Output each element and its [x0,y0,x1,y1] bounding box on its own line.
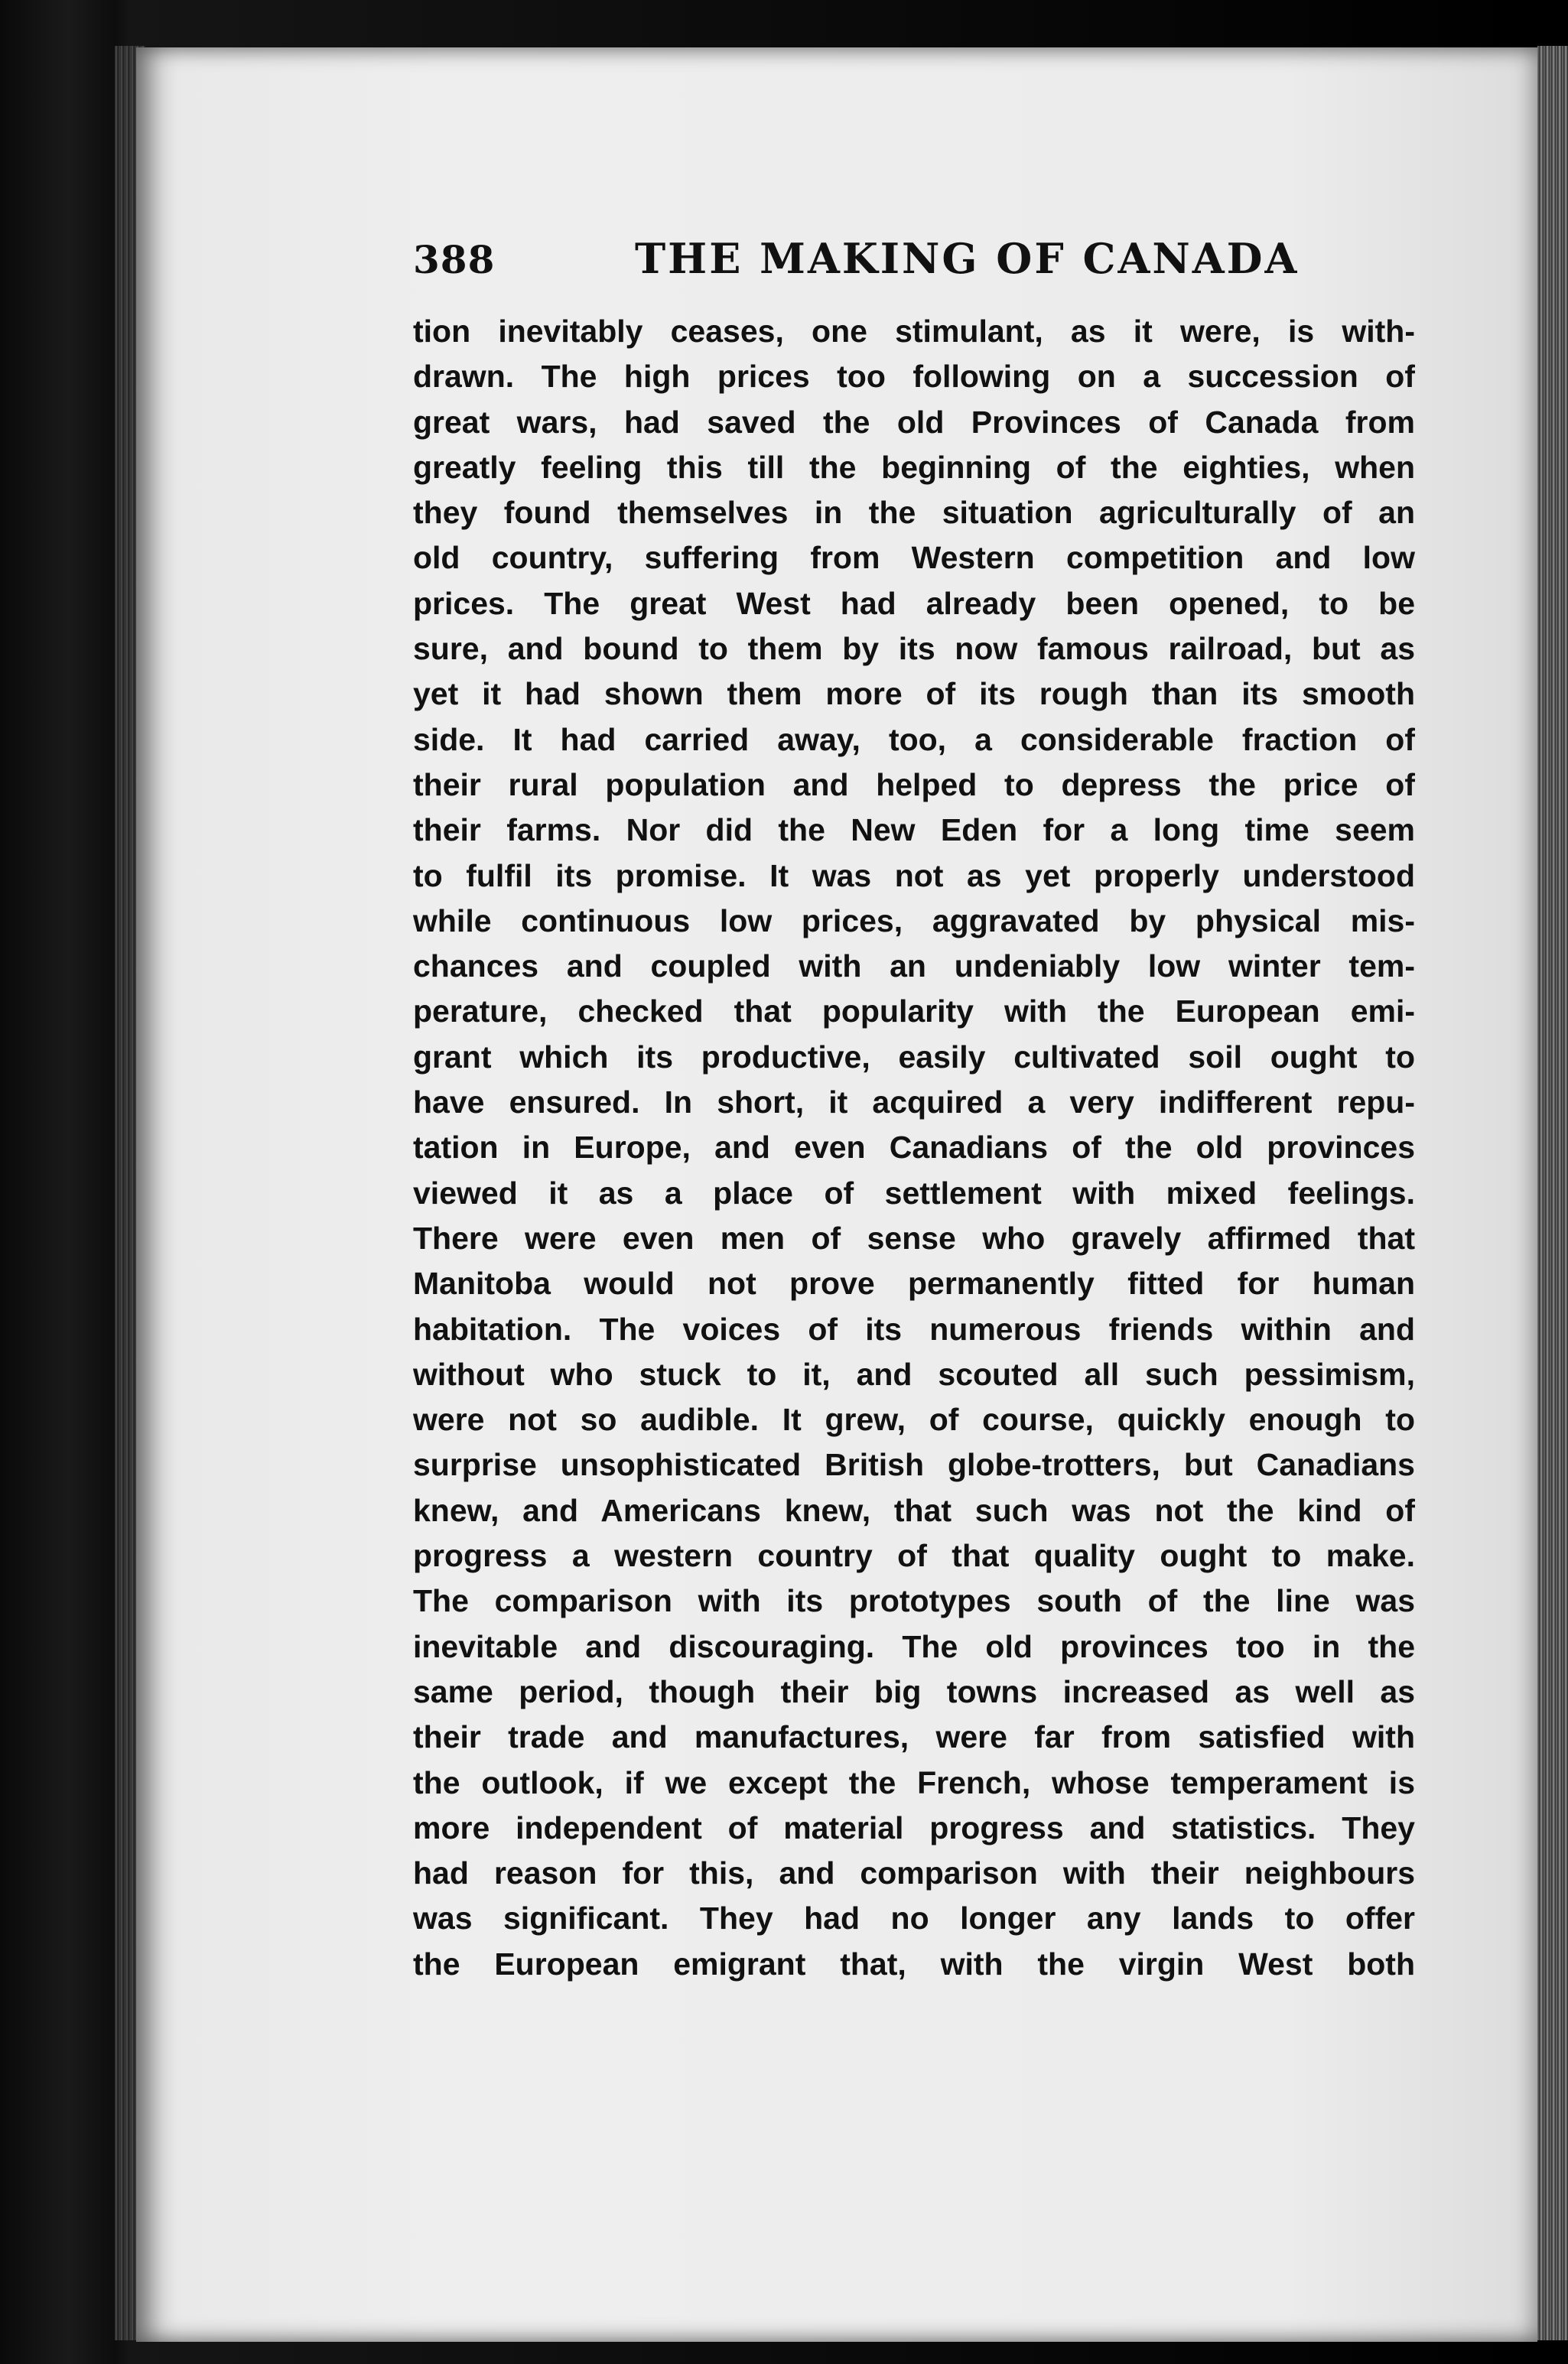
text-line: prices. The great West had already been opened, to be [413,585,1415,621]
text-line: chances and coupled with an undeniably low winter tem- [413,948,1415,984]
text-line: drawn. The high prices too following on a succession of [413,359,1415,395]
text-line: the European emigrant that, with the virgin West both [413,1946,1415,1982]
text-line: without who stuck to it, and scouted all such pessimism, [413,1356,1415,1392]
text-line: Manitoba would not prove permanently fitted for human [413,1266,1415,1302]
text-line: was significant. They had no longer any lands to offer [413,1901,1415,1936]
text-line: surprise unsophisticated British globe-trotters, but Canadians [413,1447,1415,1483]
text-line: old country, suffering from Western competition and low [413,540,1415,576]
text-line: inevitable and discouraging. The old provinces too in the [413,1628,1415,1664]
text-line: their trade and manufactures, were far from satisfied with [413,1719,1415,1755]
text-line: greatly feeling this till the beginning of the eighties, when [413,449,1415,485]
text-line: habitation. The voices of its numerous friends within and [413,1311,1415,1347]
body-text [413,309,1415,1987]
text-line: the outlook, if we except the French, whose temperament is [413,1764,1415,1800]
text-line: The comparison with its prototypes south of the line was [413,1583,1415,1619]
page-header [413,229,1530,291]
text-line: to fulfil its promise. It was not as yet properly understood [413,857,1415,893]
text-line: their farms. Nor did the New Eden for a long time seem [413,812,1415,848]
text-line: tion inevitably ceases, one stimulant, as it were, is with- [413,314,1415,349]
text-line: knew, and Americans knew, that such was not the kind of [413,1492,1415,1528]
text-line: viewed it as a place of settlement with mixed feelings. [413,1175,1415,1211]
running-head: THE MAKING OF CANADA [635,234,1300,283]
text-line: had reason for this, and comparison with their neighbours [413,1855,1415,1891]
text-line: they found themselves in the situation agriculturally of an [413,495,1415,531]
text-line: tation in Europe, and even Canadians of the old provinces [413,1130,1415,1166]
text-line: progress a western country of that quality ought to make. [413,1538,1415,1574]
text-line: more independent of material progress and statistics. They [413,1810,1415,1845]
text-line: perature, checked that popularity with the European emi- [413,993,1415,1029]
text-line: their rural population and helped to depress the price of [413,766,1415,802]
text-line: while continuous low prices, aggravated by physical mis- [413,902,1415,938]
text-line: same period, though their big towns increased as well as [413,1673,1415,1709]
text-line: were not so audible. It grew, of course, quickly enough to [413,1402,1415,1438]
text-line: There were even men of sense who gravely affirmed that [413,1220,1415,1256]
page-number: 388 [413,237,496,282]
text-line: side. It had carried away, too, a considerable fraction of [413,721,1415,757]
text-line: have ensured. In short, it acquired a very indifferent repu- [413,1084,1415,1120]
text-line: yet it had shown them more of its rough than its smooth [413,676,1415,712]
text-line: great wars, had saved the old Provinces of Canada from [413,404,1415,440]
text-line: sure, and bound to them by its now famous railroad, but as [413,631,1415,667]
page-edge [1537,46,1568,2340]
text-line: grant which its productive, easily cultivated soil ought to [413,1039,1415,1075]
